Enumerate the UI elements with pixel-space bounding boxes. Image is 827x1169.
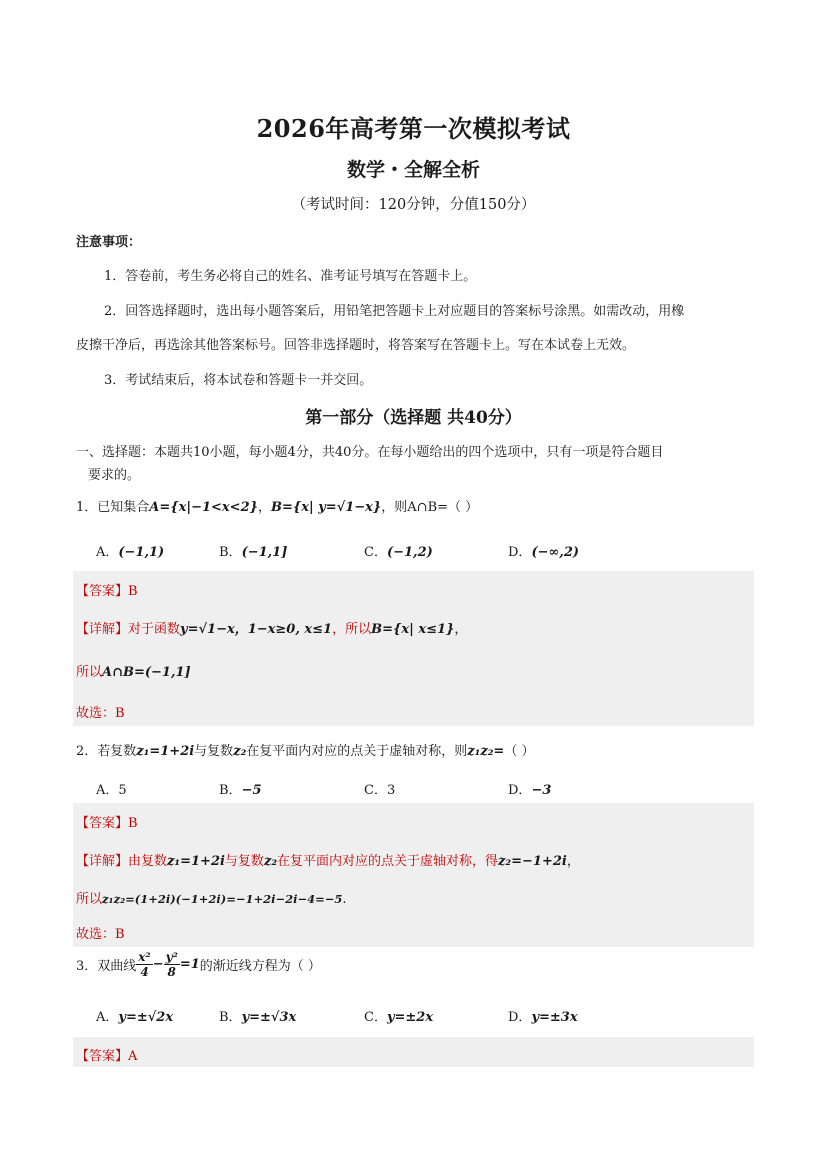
section-instruction-line1: 一、选择题：本题共10小题，每小题4分，共40分。在每小题给出的四个选项中，只有一项是符合题目 <box>76 445 664 460</box>
q3-stem: 3．双曲线 $\frac{\text{x²}}{4}$ − $\frac{\text{y²}}{8}$ =1的渐近线方程为（ ） <box>76 950 321 979</box>
q1-option-b: B．(−1,1] <box>219 545 288 560</box>
q1-detail: 【详解】对于函数y=√1−x，1−x≥0, x≤1，所以B={x| x≤1}， <box>76 622 468 637</box>
exam-title: 2026年高考第一次模拟考试 <box>256 114 571 143</box>
q3-answer: 【答案】A <box>76 1049 138 1064</box>
q1-option-d: D．(−∞,2) <box>508 545 580 560</box>
q2-option-b: B．−5 <box>219 783 262 798</box>
q2-answer: 【答案】B <box>76 816 138 831</box>
q1-solution-box <box>73 571 754 726</box>
q3-option-b: B．y=±√3x <box>219 1010 297 1025</box>
q1-choose: 故选：B <box>76 706 125 721</box>
q3-option-c: C．y=±2x <box>364 1010 434 1025</box>
q1-sep: ， <box>257 500 271 515</box>
section-title: 第一部分（选择题 共40分） <box>305 408 522 428</box>
q1-stem <box>76 496 478 515</box>
q2-option-d: D．−3 <box>508 783 552 798</box>
q1-ask: ，则A∩B=（ ） <box>381 500 479 515</box>
q3-solution-box <box>73 1037 754 1067</box>
notice-item-2-line1: 2．回答选择题时，选出每小题答案后，用铅笔把答题卡上对应题目的答案标号涂黑。如需改动，用橡 <box>104 304 685 319</box>
q2-option-a: A．5 <box>96 783 127 798</box>
section-instruction-line2: 要求的。 <box>88 468 141 483</box>
q1-set-b: B={x| y=√1−x} <box>271 500 382 515</box>
q3-option-d: D．y=±3x <box>508 1010 578 1025</box>
exam-subtitle: 数学・全解全析 <box>346 159 480 181</box>
q1-option-a: A．(−1,1) <box>96 545 165 560</box>
q1-set-a: A={x|−1<x<2} <box>149 500 258 515</box>
notice-title: 注意事项： <box>76 235 142 250</box>
q1-prefix: 1．已知集合 <box>76 500 150 515</box>
q2-choose: 故选：B <box>76 927 125 942</box>
q3-fraction-x: $\frac{\text{x²}}{4}$ <box>138 950 151 979</box>
q1-option-c: C．(−1,2) <box>364 545 433 560</box>
q1-detail-line2: 所以A∩B=(−1,1] <box>76 665 191 680</box>
q2-detail-line2: 所以z₁z₂=(1+2i)(−1+2i)=−1+2i−2i−4=−5. <box>76 892 347 907</box>
q1-answer: 【答案】B <box>76 584 138 599</box>
q3-fraction-y: $\frac{\text{y²}}{8}$ <box>165 950 178 979</box>
q2-detail: 【详解】由复数z₁=1+2i与复数z₂在复平面内对应的点关于虚轴对称，得z₂=−1+2i， <box>76 854 580 869</box>
exam-time-info: （考试时间：120分钟，分值150分） <box>291 197 536 213</box>
q2-option-c: C．3 <box>364 783 396 798</box>
q2-stem: 2．若复数z₁=1+2i与复数z₂在复平面内对应的点关于虚轴对称，则z₁z₂=（ ） <box>76 744 535 759</box>
q3-option-a: A．y=±√2x <box>96 1010 174 1025</box>
q2-solution-box <box>73 803 754 947</box>
notice-item-2-line2: 皮擦干净后，再选涂其他答案标号。回答非选择题时，将答案写在答题卡上。写在本试卷上无效。 <box>76 338 636 353</box>
notice-item-1: 1．答卷前，考生务必将自己的姓名、准考证号填写在答题卡上。 <box>104 269 477 284</box>
notice-item-3: 3．考试结束后，将本试卷和答题卡一并交回。 <box>104 373 373 388</box>
